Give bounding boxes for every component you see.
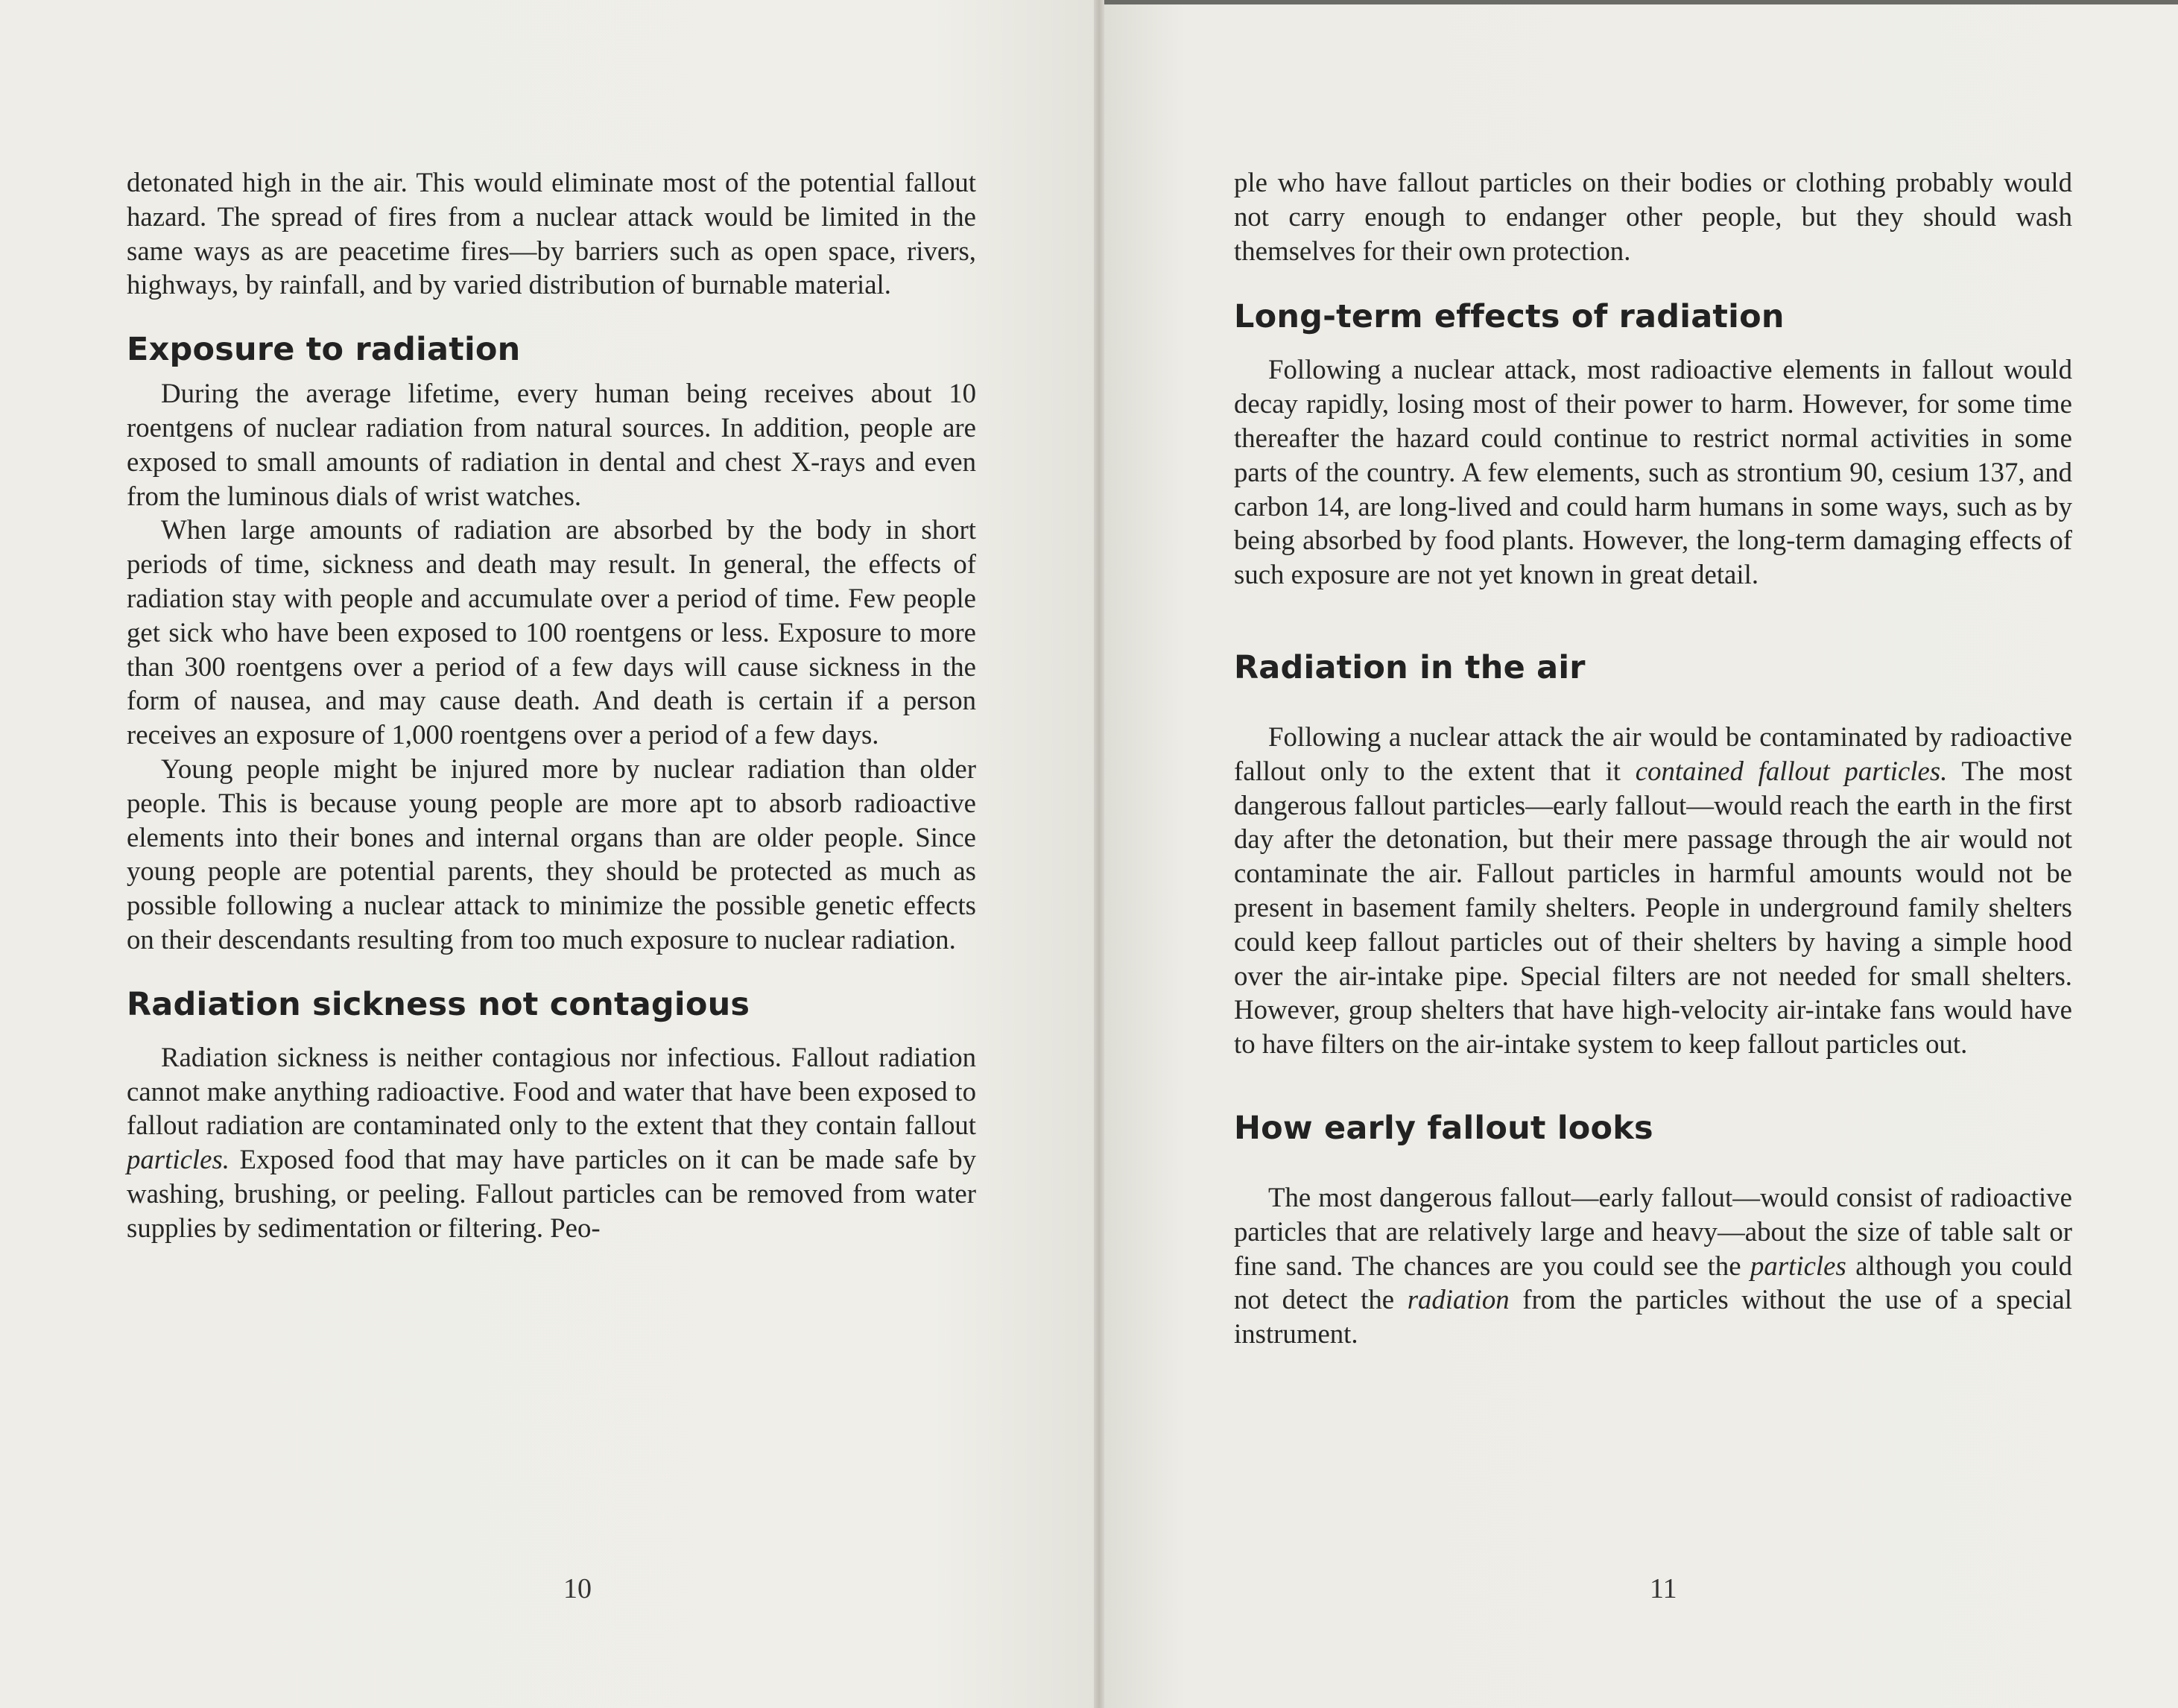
paragraph-sickness <box>127 1040 976 1245</box>
top-edge-shadow <box>1104 0 2178 4</box>
air-text-a: Following a nuclear attack the air would be contaminated by radioactive fallout only to the extent that it <box>1234 721 2072 786</box>
air-text-b: The most dangerous fallout particles—early fallout—would reach the earth in the first day after the detonation, but their mere passage through the air would not contaminate the air. Fallout particles in harmful amounts would not be present in basement family shelters. People in underground family shelters could keep fallout particles out of their shelters by having a simple hood over the air-intake pipe. Special filters are not needed for small shelters. However, group shelters that have high-velocity air-intake fans would have to have filters on the air-intake system to keep fallout particles out. <box>1234 755 2072 1060</box>
looks-text-a: The most dangerous fallout—early fallout—would consist of radioactive particles that are relatively large and heavy—about the size of table salt or fine sand. The chances are you could see the <box>1234 1181 2072 1281</box>
paragraph-exposure-large-amounts: When large amounts of radiation are absorbed by the body in short periods of time, sickness and death may result. In general, the effects of radiation stay with people and accumulate over a period of time. Few people get sick who have been exposed to 100 roentgens or less. Exposure to more than 300 roentgens over a period of a few days will cause sickness in the form of nausea, and may cause death. And death is certain if a person receives an exposure of 1,000 roentgens over a period of a few days. <box>127 514 976 750</box>
air-text-italic: contained fallout particles. <box>1635 755 1948 786</box>
sickness-text-a: Radiation sickness is neither contagious nor infectious. Fallout radiation cannot make anything radioactive. Food and water that have been exposed to fallout radiation are contaminated only to the extent that they contain fallout <box>127 1041 976 1141</box>
looks-text-italic-2: radiation <box>1407 1284 1510 1315</box>
looks-text-b: although you could not detect the <box>1234 1250 2072 1315</box>
heading-exposure-to-radiation: Exposure to radiation <box>127 331 521 369</box>
left-text-column <box>127 165 976 1245</box>
looks-text-c: from the particles without the use of a special instrument. <box>1234 1284 2072 1350</box>
book-gutter <box>1094 0 1104 1708</box>
heading-long-term-effects: Long-term effects of radiation <box>1234 298 1785 336</box>
page-number-right: 11 <box>1650 1573 1677 1604</box>
page-number-left: 10 <box>563 1573 592 1604</box>
sickness-text-b: Exposed food that may have particles on it can be made safe by washing, brushing, or peeling. Fallout particles can be removed from water supplies by sedimentation or filtering. Peo- <box>127 1144 976 1243</box>
paragraph-exposure-young-people: Young people might be injured more by nuclear radiation than older people. This is because young people are more apt to absorb radioactive elements into their bones and internal organs than are older people. Since young people are potential parents, they should be protected as much as possible following a nuclear attack to minimize the possible genetic effects on their descendants resulting from too much exposure to nuclear radiation. <box>127 753 976 955</box>
paragraph-exposure-lifetime: During the average lifetime, every human being receives about 10 roentgens of nuclear radiation from natural sources. In addition, people are exposed to small amounts of radiation in dental and chest X-rays and even from the luminous dials of wrist watches. <box>127 378 976 511</box>
heading-radiation-in-air: Radiation in the air <box>1234 648 1586 686</box>
right-page <box>1098 0 2178 1708</box>
right-text-column <box>1234 165 2072 1351</box>
paragraph-continued: ple who have fallout particles on their bodies or clothing probably would not carry enough to endanger other people, but they should wash themselves for their own protection. <box>1234 167 2072 266</box>
paragraph-long-term: Following a nuclear attack, most radioactive elements in fallout would decay rapidly, losing most of their power to harm. However, for some time thereafter the hazard could continue to restrict normal activities in some parts of the country. A few elements, such as strontium 90, cesium 137, and carbon 14, are long-lived and could harm humans in some ways, such as by being absorbed by food plants. However, the long-term damaging effects of such exposure are not yet known in great detail. <box>1234 354 2072 590</box>
paragraph-early-fallout <box>1234 1180 2072 1351</box>
heading-radiation-sickness: Radiation sickness not contagious <box>127 985 750 1023</box>
paragraph-fires: detonated high in the air. This would eliminate most of the potential fallout hazard. The spread of fires from a nuclear attack would be limited in the same ways as are peacetime fires—by barriers such as open space, rivers, highways, by rainfall, and by varied distribution of burnable material. <box>127 167 976 300</box>
paragraph-radiation-in-air <box>1234 720 2072 1061</box>
heading-early-fallout-looks: How early fallout looks <box>1234 1109 1653 1147</box>
sickness-text-italic: particles. <box>127 1144 229 1175</box>
looks-text-italic-1: particles <box>1750 1250 1846 1281</box>
